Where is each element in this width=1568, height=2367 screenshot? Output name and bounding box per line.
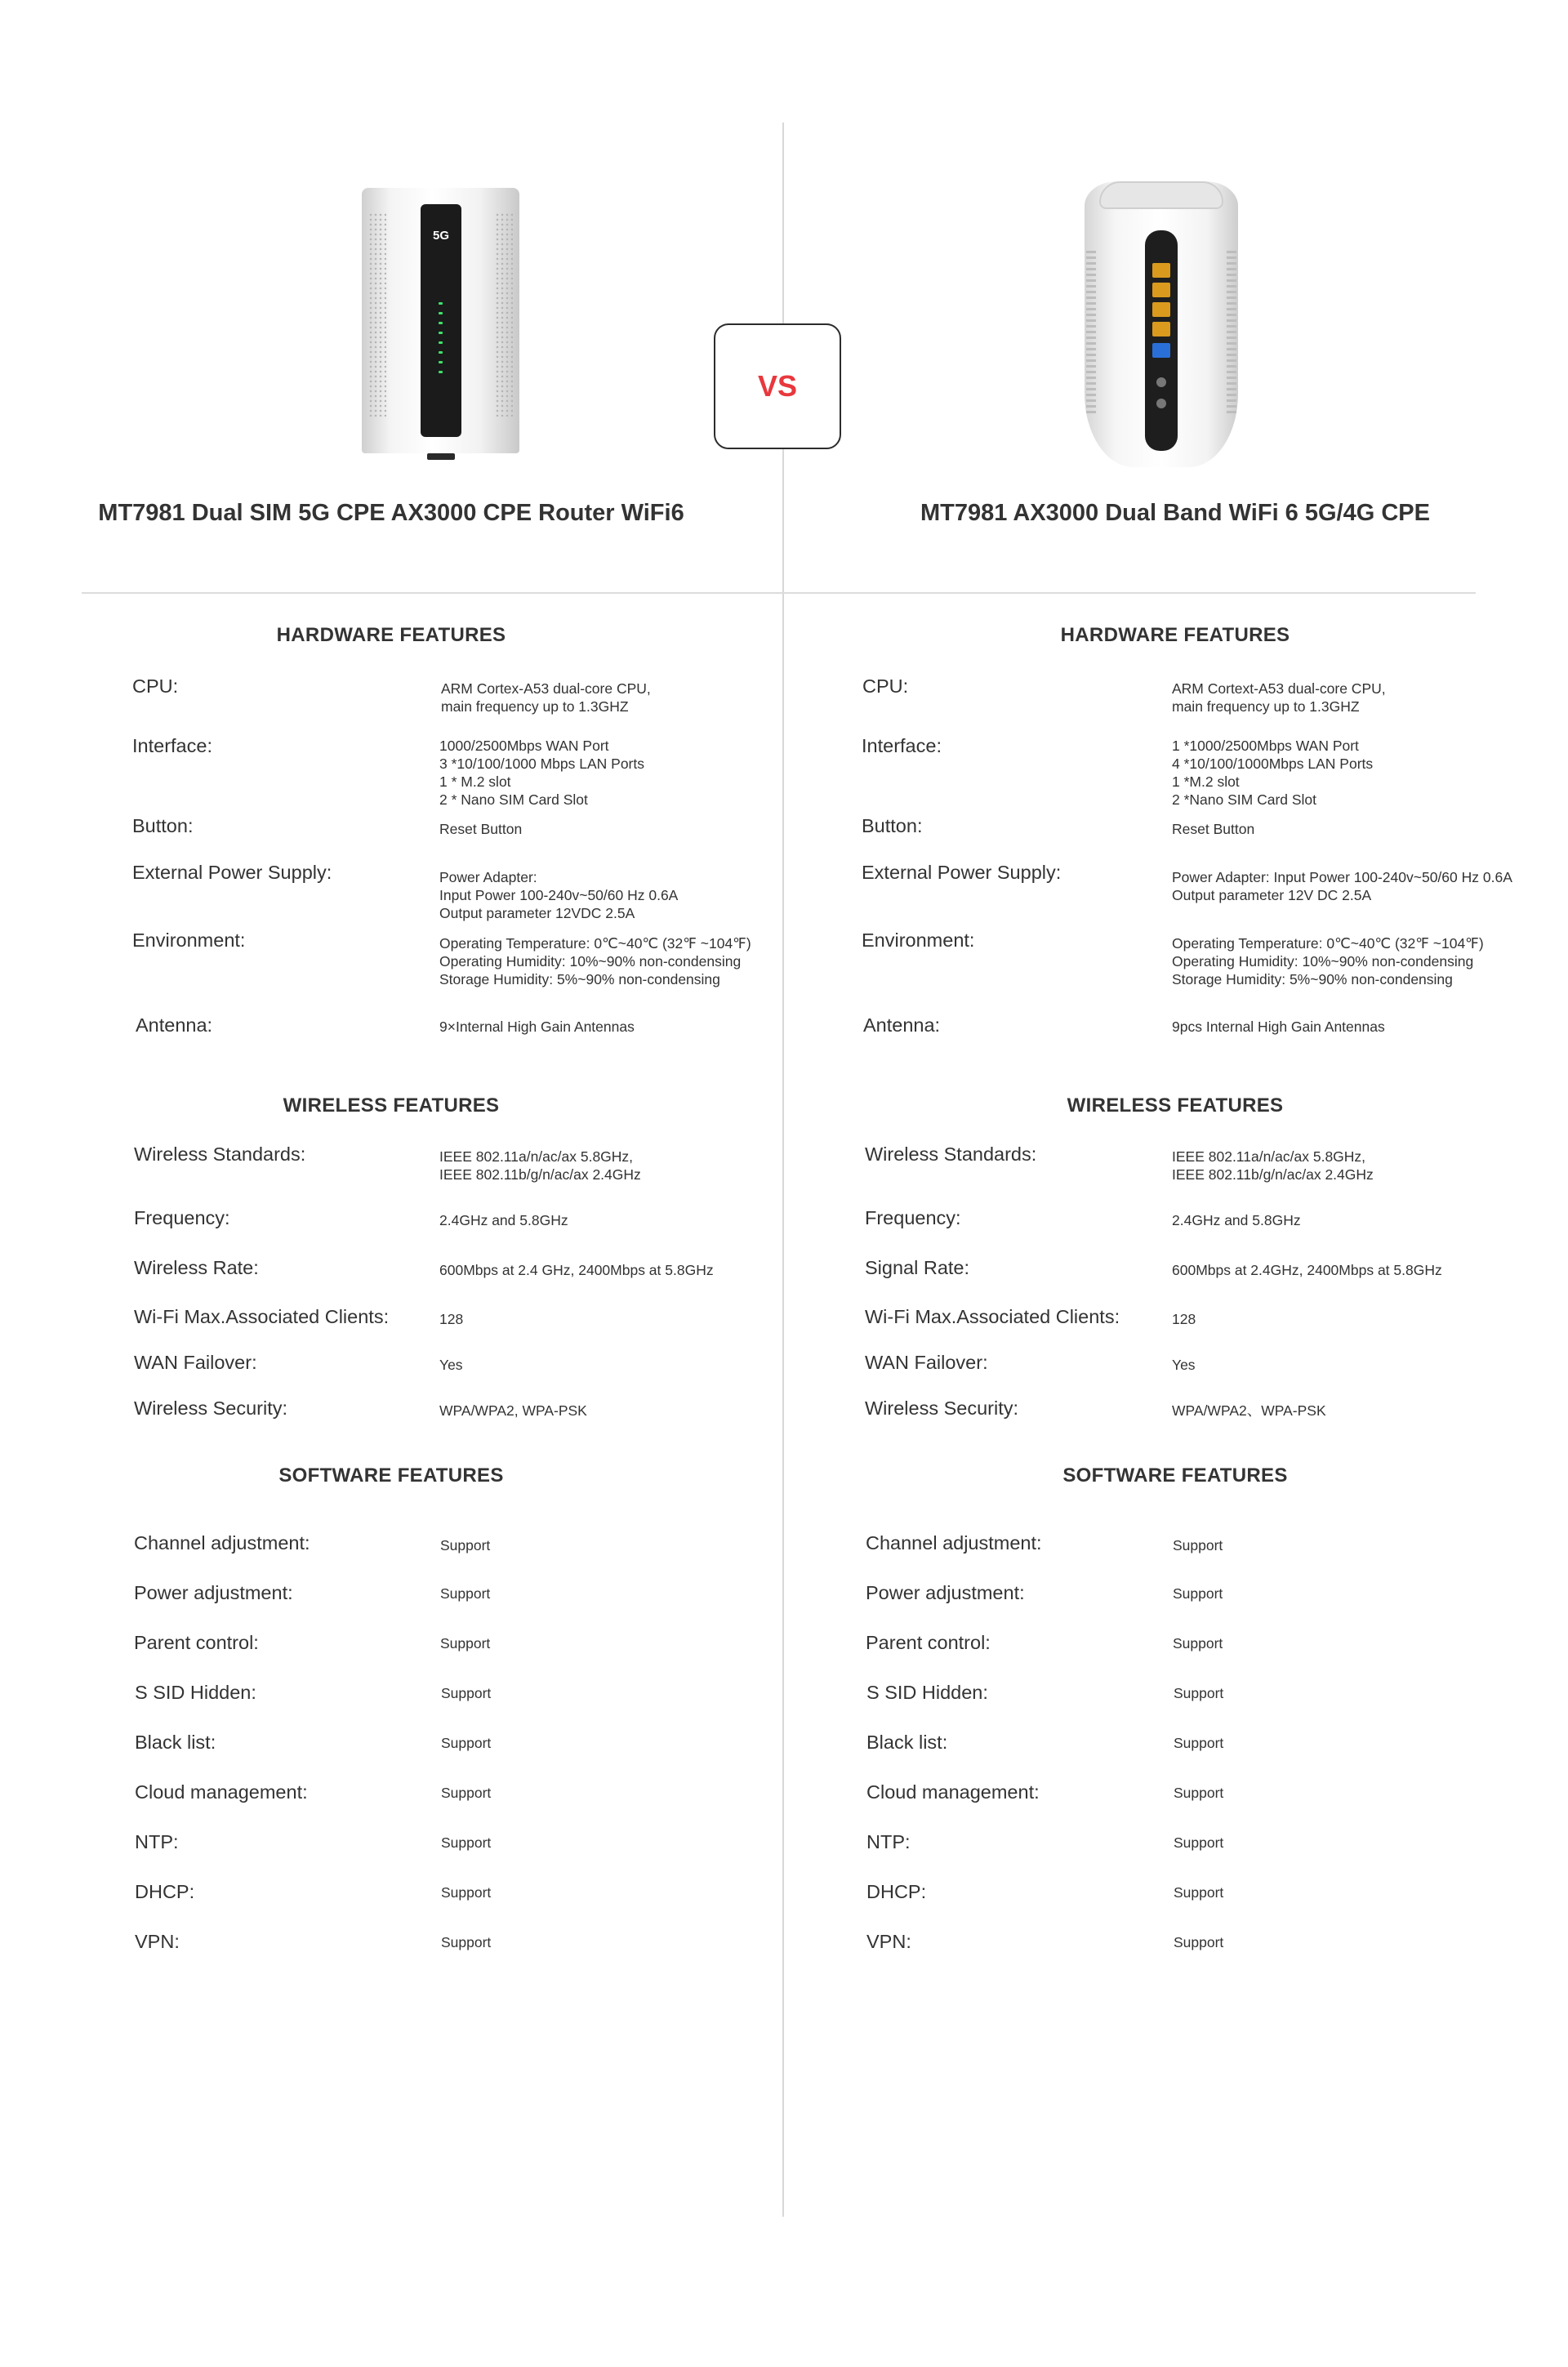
product-column-left: [0, 0, 782, 2367]
spec-value: Power Adapter: Input Power 100-240v~50/60 Hz 0.6A Output parameter 12VDC 2.5A: [439, 869, 679, 921]
spec-value: Support: [440, 1537, 491, 1553]
spec-label: Power adjustment:: [134, 1582, 293, 1603]
spec-label: Frequency:: [865, 1207, 961, 1228]
spec-label: Power adjustment:: [866, 1582, 1025, 1603]
product-title: MT7981 AX3000 Dual Band WiFi 6 5G/4G CPE: [920, 500, 1430, 526]
spec-value: 1 *1000/2500Mbps WAN Port 4 *10/100/1000Mbps LAN Ports 1 *M.2 slot 2 *Nano SIM Card Slot: [1172, 738, 1374, 808]
spec-value: Operating Temperature: 0℃~40℃ (32℉ ~104℉) Operating Humidity: 10%~90% non-condensing Storage Humidity: 5%~90% non-condensing: [1172, 935, 1484, 987]
spec-label: WAN Failover:: [865, 1352, 988, 1373]
spec-label: DHCP:: [135, 1881, 195, 1902]
spec-label: S SID Hidden:: [135, 1682, 256, 1703]
spec-label: Frequency:: [134, 1207, 230, 1228]
spec-label: Antenna:: [136, 1014, 213, 1036]
spec-value: 600Mbps at 2.4GHz, 2400Mbps at 5.8GHz: [1172, 1262, 1442, 1278]
spec-value: Support: [1174, 1934, 1224, 1950]
spec-label: NTP:: [866, 1831, 911, 1852]
spec-label: VPN:: [135, 1931, 180, 1952]
spec-value: Operating Temperature: 0℃~40℃ (32℉ ~104℉) Operating Humidity: 10%~90% non-condensing Storage Humidity: 5%~90% non-condensing: [439, 935, 751, 987]
software-features-heading: SOFTWARE FEATURES: [1062, 1464, 1288, 1487]
spec-label: S SID Hidden:: [866, 1682, 988, 1703]
spec-label: CPU:: [862, 675, 909, 697]
spec-value: Support: [441, 1785, 492, 1801]
spec-value: 128: [1172, 1311, 1196, 1327]
spec-value: Support: [1174, 1834, 1224, 1851]
spec-label: Environment:: [862, 929, 975, 951]
spec-value: Support: [440, 1635, 491, 1652]
spec-value: Yes: [1172, 1357, 1196, 1373]
spec-value: Reset Button: [1172, 821, 1255, 837]
spec-value: 9pcs Internal High Gain Antennas: [1172, 1019, 1385, 1035]
spec-value: Support: [1174, 1884, 1224, 1901]
spec-value: Support: [1174, 1685, 1224, 1701]
spec-value: 2.4GHz and 5.8GHz: [439, 1212, 568, 1228]
spec-label: Button:: [862, 815, 923, 836]
spec-value: Support: [440, 1585, 491, 1602]
spec-label: NTP:: [135, 1831, 179, 1852]
spec-label: Wi-Fi Max.Associated Clients:: [865, 1306, 1120, 1327]
spec-value: 1000/2500Mbps WAN Port 3 *10/100/1000 Mbps LAN Ports 1 * M.2 slot 2 * Nano SIM Card Slot: [439, 738, 644, 808]
spec-label: Black list:: [866, 1732, 948, 1753]
spec-label: Wireless Security:: [134, 1397, 288, 1419]
hardware-features-heading: HARDWARE FEATURES: [1060, 624, 1290, 646]
product-column-right: [784, 0, 1566, 2367]
spec-value: Support: [1174, 1785, 1224, 1801]
spec-value: Reset Button: [439, 821, 523, 837]
spec-value: 128: [439, 1311, 464, 1327]
product-title: MT7981 Dual SIM 5G CPE AX3000 CPE Router WiFi6: [98, 500, 684, 526]
spec-label: Signal Rate:: [865, 1257, 970, 1278]
spec-label: VPN:: [866, 1931, 911, 1952]
spec-label: Cloud management:: [866, 1781, 1040, 1803]
spec-value: 9×Internal High Gain Antennas: [439, 1019, 635, 1035]
spec-label: Antenna:: [863, 1014, 941, 1036]
spec-label: Wireless Rate:: [134, 1257, 259, 1278]
spec-label: Channel adjustment:: [134, 1532, 310, 1553]
spec-label: Cloud management:: [135, 1781, 308, 1803]
spec-label: Interface:: [132, 735, 212, 756]
spec-value: IEEE 802.11a/n/ac/ax 5.8GHz, IEEE 802.11b/g/n/ac/ax 2.4GHz: [1172, 1148, 1374, 1183]
spec-label: Wireless Standards:: [134, 1143, 306, 1165]
5g-logo: 5G: [432, 229, 449, 243]
spec-value: Support: [441, 1685, 492, 1701]
spec-value: 2.4GHz and 5.8GHz: [1172, 1212, 1301, 1228]
spec-label: CPU:: [132, 675, 179, 697]
spec-value: Support: [1174, 1735, 1224, 1751]
spec-label: Wireless Standards:: [865, 1143, 1037, 1165]
wireless-features-heading: WIRELESS FEATURES: [1067, 1094, 1284, 1117]
spec-value: Support: [1173, 1635, 1223, 1652]
spec-value: 600Mbps at 2.4 GHz, 2400Mbps at 5.8GHz: [439, 1262, 714, 1278]
spec-value: WPA/WPA2, WPA-PSK: [439, 1402, 587, 1419]
spec-label: Black list:: [135, 1732, 216, 1753]
spec-value: Support: [441, 1834, 492, 1851]
spec-value: Yes: [439, 1357, 463, 1373]
spec-label: Environment:: [132, 929, 246, 951]
wireless-features-heading: WIRELESS FEATURES: [283, 1094, 500, 1117]
spec-value: Support: [441, 1735, 492, 1751]
spec-label: Button:: [132, 815, 194, 836]
spec-label: Wi-Fi Max.Associated Clients:: [134, 1306, 390, 1327]
spec-value: ARM Cortext-A53 dual-core CPU, main frequency up to 1.3GHZ: [1172, 680, 1386, 715]
software-features-heading: SOFTWARE FEATURES: [278, 1464, 504, 1487]
spec-label: External Power Supply:: [132, 862, 332, 883]
spec-label: Interface:: [862, 735, 942, 756]
hardware-features-heading: HARDWARE FEATURES: [276, 624, 506, 646]
spec-label: Channel adjustment:: [866, 1532, 1042, 1553]
vs-badge: VS: [714, 323, 841, 449]
spec-value: Power Adapter: Input Power 100-240v~50/60 Hz 0.6A Output parameter 12V DC 2.5A: [1172, 869, 1512, 903]
spec-value: Support: [441, 1884, 492, 1901]
spec-value: WPA/WPA2、WPA-PSK: [1172, 1402, 1326, 1419]
spec-label: Wireless Security:: [865, 1397, 1019, 1419]
spec-label: WAN Failover:: [134, 1352, 257, 1373]
spec-label: External Power Supply:: [862, 862, 1062, 883]
spec-value: ARM Cortex-A53 dual-core CPU, main frequency up to 1.3GHZ: [441, 680, 651, 715]
spec-value: Support: [441, 1934, 492, 1950]
spec-label: Parent control:: [134, 1632, 259, 1653]
spec-value: IEEE 802.11a/n/ac/ax 5.8GHz, IEEE 802.11b/g/n/ac/ax 2.4GHz: [439, 1148, 641, 1183]
spec-label: DHCP:: [866, 1881, 927, 1902]
spec-value: Support: [1173, 1585, 1223, 1602]
spec-value: Support: [1173, 1537, 1223, 1553]
spec-label: Parent control:: [866, 1632, 991, 1653]
